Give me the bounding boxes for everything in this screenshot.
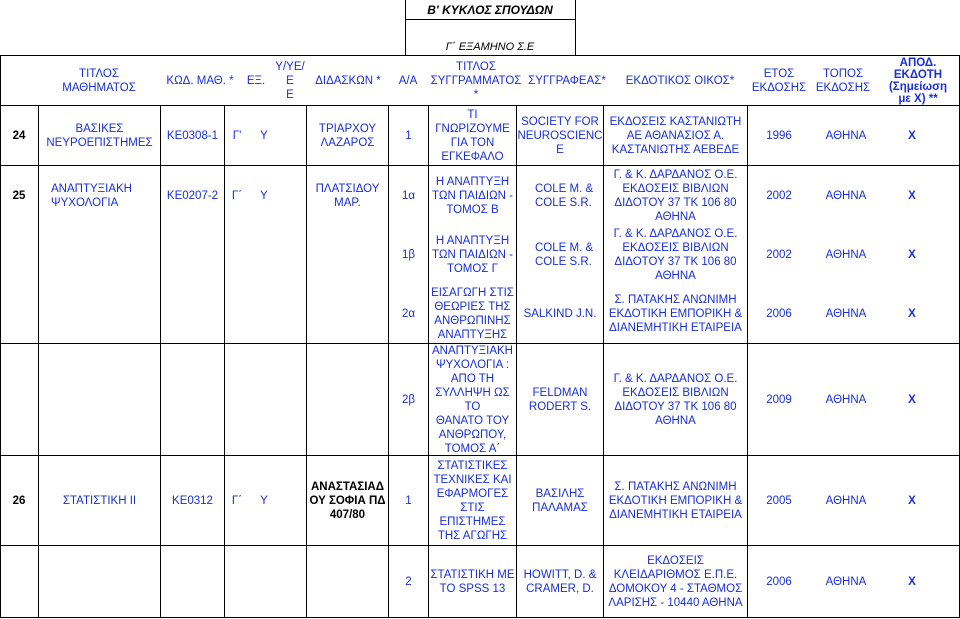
- book-year: 2006: [766, 575, 792, 588]
- course-number: 24: [12, 129, 26, 142]
- course-number: 26: [12, 494, 26, 507]
- book-authors: COLE M. & COLE S.R.: [535, 183, 594, 209]
- book-place: ΑΘΗΝΑ: [825, 129, 867, 142]
- book-publisher: ΕΚΔΟΣΕΙΣ ΚΛΕΙΔΑΡΙΘΜΟΣ Ε.Π.Ε. ΔΟΜΟΚΟΥ 4 - ΣΤΑΘΜΟΣ ΛΑΡΙΣΗΣ - 10440 ΑΘΗΝΑ: [608, 554, 743, 609]
- book-authors: COLE M. & COLE S.R.: [535, 242, 594, 268]
- book-aa: 2α: [401, 307, 416, 320]
- header-type: Υ/ΥΕ/Ε Ε: [275, 60, 305, 101]
- book-authors: SOCIETY FOR NEUROSCIENC E: [517, 115, 603, 156]
- course-number: 25: [12, 190, 26, 202]
- course-type: Υ: [260, 190, 268, 202]
- book-title: ΑΝΑΠΤΥΞΙΑΚΗ ΨΥΧΟΛΟΓΙΑ : ΑΠΟ ΤΗ ΣΥΛΛΗΨΗ ΩΣ ΤΟ ΘΑΝΑΤΟ ΤΟΥ ΑΝΘΡΩΠΟΥ, ΤΟΜΟΣ Α΄: [432, 344, 513, 455]
- book-title: ΕΙΣΑΓΩΓΗ ΣΤΙΣ ΘΕΩΡΙΕΣ ΤΗΣ ΑΝΘΡΩΠΙΝΗΣ ΑΝΑΠΤΥΞΗΣ: [431, 286, 514, 341]
- book-title: ΣΤΑΤΙΣΤΙΚΗ ΜΕ ΤΟ SPSS 13: [430, 568, 515, 595]
- book-place: ΑΘΗΝΑ: [825, 249, 867, 261]
- course-semester: Γ΄: [231, 190, 243, 202]
- book-authors: FELDMAN RODERT S.: [528, 386, 592, 413]
- book-publisher: Γ. & Κ. ΔΑΡΔΑΝΟΣ Ο.Ε. ΕΚΔΟΣΕΙΣ ΒΙΒΛΙΩΝ ΔΙΔΟΤΟΥ 37 ΤΚ 106 80 ΑΘΗΝΑ: [613, 228, 738, 282]
- course-title: ΣΤΑΤΙΣΤΙΚΗ ΙΙ: [62, 494, 137, 507]
- book-aa: 2β: [401, 393, 415, 406]
- course-code: ΚΕ0312: [172, 494, 213, 507]
- course-type: Υ: [260, 494, 268, 507]
- course-instructor: ΑΝΑΣΤΑΣΙΑΔ ΟΥ ΣΟΦΙΑ ΠΔ 407/80: [309, 480, 386, 521]
- book-aa: 1β: [401, 249, 415, 261]
- book-mark: Χ: [908, 575, 916, 588]
- book-year: 2006: [766, 307, 792, 320]
- course-semester: Γ΄: [231, 494, 243, 507]
- semester-title: Γ΄ ΕΞΑΜΗΝΟ Σ.Ε: [445, 40, 535, 53]
- course-type: Υ: [260, 129, 268, 142]
- book-place: ΑΘΗΝΑ: [825, 575, 867, 588]
- header-book-title: ΤΙΤΛΟΣ ΣΥΓΓΡΑΜΜΑΤΟΣ *: [430, 60, 522, 101]
- book-publisher: Σ. ΠΑΤΑΚΗΣ ΑΝΩΝΙΜΗ ΕΚΔΟΤΙΚΗ ΕΜΠΟΡΙΚΗ & ΔΙΑΝΕΜΗΤΙΚΗ ΕΤΑΙΡΕΙΑ: [608, 480, 743, 521]
- book-mark: Χ: [908, 249, 916, 261]
- book-mark: Χ: [908, 494, 916, 507]
- book-aa: 1: [405, 494, 412, 507]
- course-title: ΑΝΑΠΤΥΞΙΑΚΗ ΨΥΧΟΛΟΓΙΑ: [51, 183, 132, 209]
- book-mark: Χ: [908, 393, 916, 406]
- book-year: 2009: [766, 393, 792, 406]
- book-mark: Χ: [908, 190, 916, 202]
- book-mark: Χ: [908, 307, 916, 320]
- course-instructor: ΤΡΙΑΡΧΟΥ ΛΑΖΑΡΟΣ: [318, 122, 377, 149]
- book-aa: 1: [405, 129, 412, 142]
- book-aa: 2: [405, 575, 412, 588]
- book-place: ΑΘΗΝΑ: [825, 393, 867, 406]
- header-course-title: ΤΙΤΛΟΣ ΜΑΘΗΜΑΤΟΣ: [62, 67, 136, 94]
- book-title: Η ΑΝΑΠΤΥΞΗ ΤΩΝ ΠΑΙΔΙΩΝ - ΤΟΜΟΣ Β: [432, 176, 513, 216]
- book-mark: Χ: [908, 129, 916, 142]
- book-authors: ΒΑΣΙΛΗΣ ΠΑΛΑΜΑΣ: [532, 487, 588, 514]
- cycle-title: Β' ΚΥΚΛΟΣ ΣΠΟΥΔΩΝ: [427, 2, 553, 17]
- book-year: 2002: [766, 249, 792, 261]
- course-semester: Γ': [232, 129, 242, 142]
- book-publisher: ΕΚΔΟΣΕΙΣ ΚΑΣΤΑΝΙΩΤΗ ΑΕ ΑΘΑΝΑΣΙΟΣ Α. ΚΑΣΤΑΝΙΩΤΗΣ ΑΕΒΕΔΕ: [609, 115, 742, 156]
- header-publisher: ΕΚΔΟΤΙΚΟΣ ΟΙΚΟΣ*: [625, 74, 735, 87]
- book-publisher: Γ. & Κ. ΔΑΡΔΑΝΟΣ Ο.Ε. ΕΚΔΟΣΕΙΣ ΒΙΒΛΙΩΝ ΔΙΔΟΤΟΥ 37 ΤΚ 106 80 ΑΘΗΝΑ: [613, 169, 738, 223]
- book-publisher: Σ. ΠΑΤΑΚΗΣ ΑΝΩΝΙΜΗ ΕΚΔΟΤΙΚΗ ΕΜΠΟΡΙΚΗ & ΔΙΑΝΕΜΗΤΙΚΗ ΕΤΑΙΡΕΙΑ: [608, 293, 743, 334]
- book-place: ΑΘΗΝΑ: [825, 494, 867, 507]
- header-authors: ΣΥΓΓΡΑΦΕΑΣ*: [528, 74, 606, 87]
- book-year: 2005: [766, 494, 792, 507]
- book-title: Η ΑΝΑΠΤΥΞΗ ΤΩΝ ΠΑΙΔΙΩΝ - ΤΟΜΟΣ Γ: [432, 235, 513, 275]
- header-apod: ΑΠΟΔ. ΕΚΔΟΤΗ (Σημείωση με Χ) **: [888, 56, 948, 105]
- course-code: ΚΕ0308-1: [166, 129, 219, 142]
- course-title: ΒΑΣΙΚΕΣ ΝΕΥΡΟΕΠΙΣΤΗΜΕΣ: [46, 122, 153, 149]
- book-year: 1996: [766, 129, 792, 142]
- header-aa: Α/Α: [398, 74, 418, 87]
- header-year: ΕΤΟΣ ΕΚΔΟΣΗΣ: [751, 67, 807, 94]
- header-place: ΤΟΠΟΣ ΕΚΔΟΣΗΣ: [815, 67, 871, 94]
- book-place: ΑΘΗΝΑ: [825, 307, 867, 320]
- book-title: ΣΤΑΤΙΣΤΙΚΕΣ ΤΕΧΝΙΚΕΣ ΚΑΙ ΕΦΑΡΜΟΓΕΣ ΣΤΙΣ ΕΠΙΣΤΗΜΕΣ ΤΗΣ ΑΓΩΓΗΣ: [433, 459, 512, 542]
- book-authors: HOWITT, D. & CRAMER, D.: [523, 568, 597, 595]
- book-title: ΤΙ ΓΝΩΡΙΖΟΥΜΕ ΓΙΑ ΤΟΝ ΕΓΚΕΦΑΛΟ: [435, 108, 510, 163]
- book-aa: 1α: [401, 190, 416, 202]
- header-code: ΚΩΔ. ΜΑΘ. *: [166, 74, 234, 87]
- book-place: ΑΘΗΝΑ: [825, 190, 867, 202]
- course-code: ΚΕ0207-2: [166, 190, 219, 202]
- book-year: 2002: [766, 190, 792, 202]
- book-publisher: Γ. & Κ. ΔΑΡΔΑΝΟΣ Ο.Ε. ΕΚΔΟΣΕΙΣ ΒΙΒΛΙΩΝ ΔΙΔΟΤΟΥ 37 ΤΚ 106 80 ΑΘΗΝΑ: [613, 372, 738, 427]
- book-authors: SALKIND J.N.: [523, 307, 597, 320]
- course-instructor: ΠΛΑΤΣΙΔΟΥ ΜΑΡ.: [315, 183, 380, 209]
- header-instructors: ΔΙΔΑΣΚΩΝ *: [315, 74, 381, 87]
- header-semester: ΕΞ.: [246, 74, 266, 87]
